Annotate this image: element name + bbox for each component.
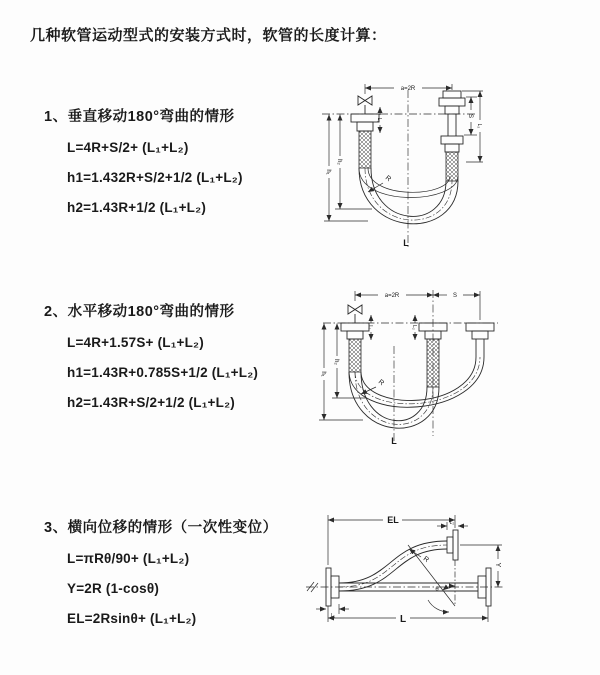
radius-label: R [383, 174, 393, 184]
section-heading: 1、垂直移动180°弯曲的情形 [44, 109, 235, 125]
diagram-vertical-bend [320, 76, 490, 259]
valve-icon [348, 305, 362, 314]
braided-hose-section [349, 339, 361, 372]
formula-length: L=πRθ/90+ (L₁+L₂) [67, 551, 190, 566]
section-heading: 2、水平移动180°弯曲的情形 [44, 304, 235, 320]
formula-length: L=4R+S/2+ (L₁+L₂) [67, 140, 189, 155]
dim-label-l1: L₁ [330, 613, 336, 619]
braided-hose-section [446, 152, 458, 181]
braided-hose-section [359, 131, 371, 168]
dim-label-l2: L₂ [411, 325, 417, 330]
flange [341, 323, 369, 331]
flange-hub [445, 144, 459, 152]
flange-hub [445, 106, 459, 114]
flange [441, 136, 463, 144]
flange [453, 530, 458, 560]
dim-label-y: Y [494, 562, 501, 568]
dim-label-h1: h₁ [320, 371, 326, 377]
angle-reference-line [408, 545, 455, 606]
dim-label-el: EL [387, 515, 399, 525]
hose-centerline [339, 545, 447, 587]
section-lateral-displacement [44, 516, 314, 634]
flange-hub [447, 537, 453, 553]
diagram-lateral-displacement [298, 503, 518, 646]
dim-label-s: S [452, 293, 458, 299]
formula-h2: h2=1.43R+S/2+1/2 (L₁+L₂) [67, 395, 235, 410]
braided-hose-section [427, 339, 439, 387]
hose-moved-outer [349, 357, 484, 407]
hose-upper-wall [339, 541, 447, 583]
dim-label-a2r: a=2R [384, 293, 400, 299]
flange [351, 114, 379, 122]
formula-h1: h1=1.432R+S/2+1/2 (L₁+L₂) [67, 170, 243, 185]
hose-raised-position [368, 168, 450, 192]
hose-lower-wall [339, 549, 447, 591]
dim-label-s: S [467, 113, 473, 119]
dim-label-h2: h₂ [336, 159, 342, 165]
dim-label-l: L [399, 614, 407, 625]
angle-label: θ [435, 587, 439, 593]
flange-bolt [443, 91, 461, 98]
dim-label-l2: L₂ [449, 520, 455, 526]
dim-label-a2r: a=2R [400, 86, 416, 92]
length-label: L [403, 238, 409, 248]
flange [439, 98, 465, 106]
dim-label-l2: L₂ [476, 123, 482, 129]
swing-arrow [428, 600, 449, 612]
section-heading: 3、横向位移的情形（一次性变位） [44, 520, 278, 536]
dim-label-h1: h₁ [325, 169, 331, 175]
diagram-horizontal-bend [318, 284, 518, 457]
hose-moved-centerline [355, 357, 480, 404]
radius-label: R [376, 378, 386, 388]
valve-icon [358, 96, 372, 105]
hose-moved-inner [361, 357, 476, 400]
section-horizontal-bend [44, 300, 314, 418]
hose-raised-position [359, 168, 458, 198]
hose-centerline [365, 168, 452, 220]
flange-hub [357, 122, 373, 131]
flange-hub [347, 331, 363, 339]
formula-h1: h1=1.43R+0.785S+1/2 (L₁+L₂) [67, 365, 259, 380]
formula-el: EL=2Rsinθ+ (L₁+L₂) [67, 611, 197, 626]
angle-arc [443, 586, 455, 590]
length-label: L [391, 436, 397, 446]
dim-label-h2: h₂ [333, 359, 339, 365]
formula-length: L=4R+1.57S+ (L₁+L₂) [67, 335, 204, 350]
section-vertical-bend [44, 105, 314, 223]
flange [466, 323, 494, 331]
dim-label-l1: L₁ [376, 117, 382, 123]
formula-y: Y=2R (1-cosθ) [67, 581, 160, 596]
dim-label-l1: L₁ [367, 325, 373, 330]
page-title: 几种软管运动型式的安装方式时，软管的长度计算： [30, 27, 387, 44]
flange-hub [472, 331, 488, 339]
formula-h2: h2=1.43R+1/2 (L₁+L₂) [67, 200, 207, 215]
radius-label: R [421, 555, 430, 565]
